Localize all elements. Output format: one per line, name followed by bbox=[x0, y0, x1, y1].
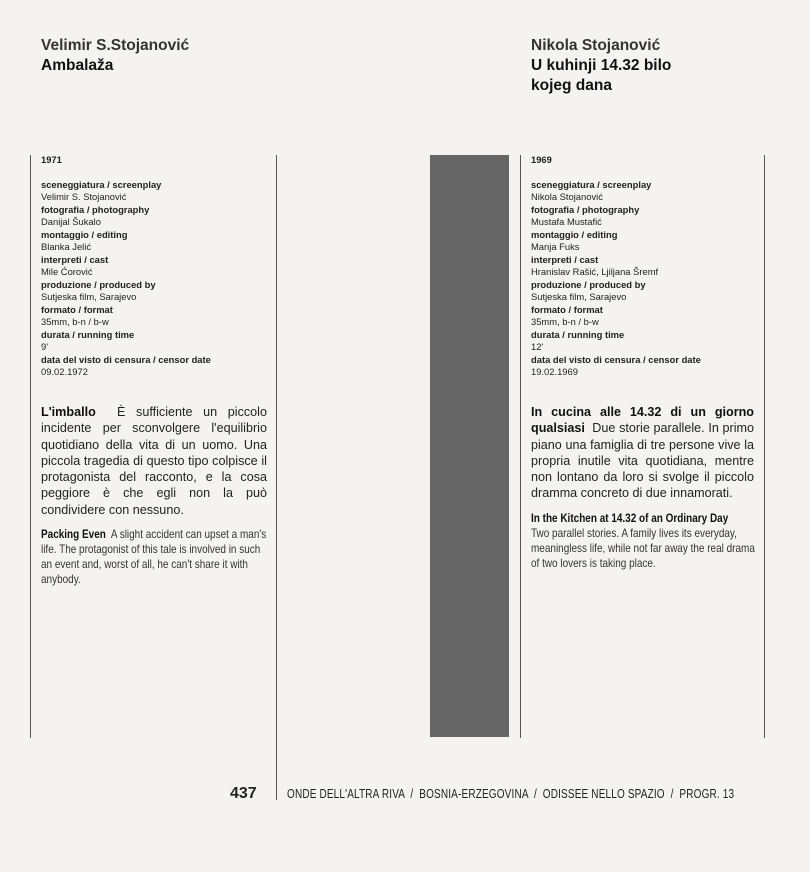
credit-label: sceneggiatura / screenplay bbox=[531, 178, 652, 190]
credit-value: Nikola Stojanović bbox=[531, 191, 603, 202]
right-synopsis-en bbox=[531, 511, 756, 571]
right-credits bbox=[531, 154, 761, 379]
credit-value: 9' bbox=[41, 341, 49, 352]
credit-value: Mile Ćorović bbox=[41, 266, 93, 277]
left-title bbox=[41, 56, 113, 76]
right-margin-rule bbox=[764, 155, 765, 738]
left-it-title: L'imballo bbox=[41, 405, 96, 419]
credit-label: data del visto di censura / censor date bbox=[41, 353, 211, 365]
left-en-title: Packing Even bbox=[41, 528, 106, 541]
credit-value: Mustafa Mustafić bbox=[531, 216, 602, 227]
credit-value: Danijal Šukalo bbox=[41, 216, 101, 227]
credit-value: 09.02.1972 bbox=[41, 366, 88, 377]
credit-label: montaggio / editing bbox=[41, 228, 128, 240]
right-inner-rule bbox=[520, 155, 521, 738]
credit-label: durata / running time bbox=[531, 328, 625, 340]
right-title-line: U kuhinji 14.32 bilo bbox=[531, 57, 672, 74]
left-title-line: Ambalaža bbox=[41, 57, 114, 74]
right-synopsis-it bbox=[531, 404, 754, 502]
credit-value: Manja Fuks bbox=[531, 241, 580, 252]
right-author: Nikola Stojanović bbox=[531, 37, 661, 54]
credit-value: Hranislav Rašić, Ljiljana Šremf bbox=[531, 266, 659, 277]
credit-label: fotografia / photography bbox=[531, 203, 640, 215]
credit-label: sceneggiatura / screenplay bbox=[41, 178, 162, 190]
left-margin-rule bbox=[30, 155, 31, 738]
credit-label: interpreti / cast bbox=[41, 253, 109, 265]
credit-value: Sutjeska film, Sarajevo bbox=[531, 291, 627, 302]
credit-value: Velimir S. Stojanović bbox=[41, 191, 127, 202]
left-author: Velimir S.Stojanović bbox=[41, 37, 190, 54]
grey-bar bbox=[430, 155, 509, 737]
credit-label: durata / running time bbox=[41, 328, 135, 340]
page-number: 437 bbox=[230, 785, 257, 802]
credit-label: data del visto di censura / censor date bbox=[531, 353, 701, 365]
right-year: 1969 bbox=[531, 154, 552, 165]
credit-label: interpreti / cast bbox=[531, 253, 599, 265]
credit-label: montaggio / editing bbox=[531, 228, 618, 240]
credit-label: fotografia / photography bbox=[41, 203, 150, 215]
credit-value: 19.02.1969 bbox=[531, 366, 578, 377]
right-en-text: Two parallel stories. A family lives its everyday, meaningless life, while not far away the real drama of two lovers is taking place. bbox=[531, 527, 755, 570]
right-title-line: kojeg dana bbox=[531, 77, 612, 94]
left-synopsis-en bbox=[41, 527, 266, 587]
left-year: 1971 bbox=[41, 154, 62, 165]
left-it-text: È sufficiente un piccolo incidente per sconvolgere l'equilibrio quotidiano della vita di un uomo. Una piccola tragedia di questo tipo colpisce il protagonista del racconto, e la cosa peggiore è che egli non la può condividere con nessuno. bbox=[41, 405, 267, 517]
credit-label: produzione / produced by bbox=[41, 278, 156, 290]
credit-value: 35mm, b-n / b-w bbox=[531, 316, 599, 327]
left-en-text: A slight accident can upset a man's life. The protagonist of this tale is involved in such an event and, worst of all, he can't share it with anybody. bbox=[41, 528, 267, 586]
right-title bbox=[531, 56, 671, 96]
right-it-text: Due storie parallele. In primo piano una famiglia di tre persone vive la propria inutile vita quotidiana, mentre non lontano da loro si svolge il piccolo dramma concreto di due innamorati. bbox=[531, 421, 755, 501]
credit-value: 12' bbox=[531, 341, 544, 352]
credit-label: formato / format bbox=[531, 303, 603, 315]
credit-value: Blanka Jelić bbox=[41, 241, 92, 252]
running-head: ONDE DELL'ALTRA RIVA / BOSNIA-ERZEGOVINA / ODISSEE NELLO SPAZIO / PROGR. 13 bbox=[287, 787, 735, 801]
right-en-title: In the Kitchen at 14.32 of an Ordinary Day bbox=[531, 512, 729, 525]
center-rule bbox=[276, 155, 277, 800]
credit-value: Sutjeska film, Sarajevo bbox=[41, 291, 137, 302]
credit-label: formato / format bbox=[41, 303, 113, 315]
left-synopsis-it bbox=[41, 404, 267, 518]
credit-value: 35mm, b-n / b-w bbox=[41, 316, 109, 327]
credit-label: produzione / produced by bbox=[531, 278, 646, 290]
left-credits bbox=[41, 154, 271, 379]
right-it-title: In cucina alle 14.32 di un giorno qualsiasi bbox=[531, 405, 754, 436]
